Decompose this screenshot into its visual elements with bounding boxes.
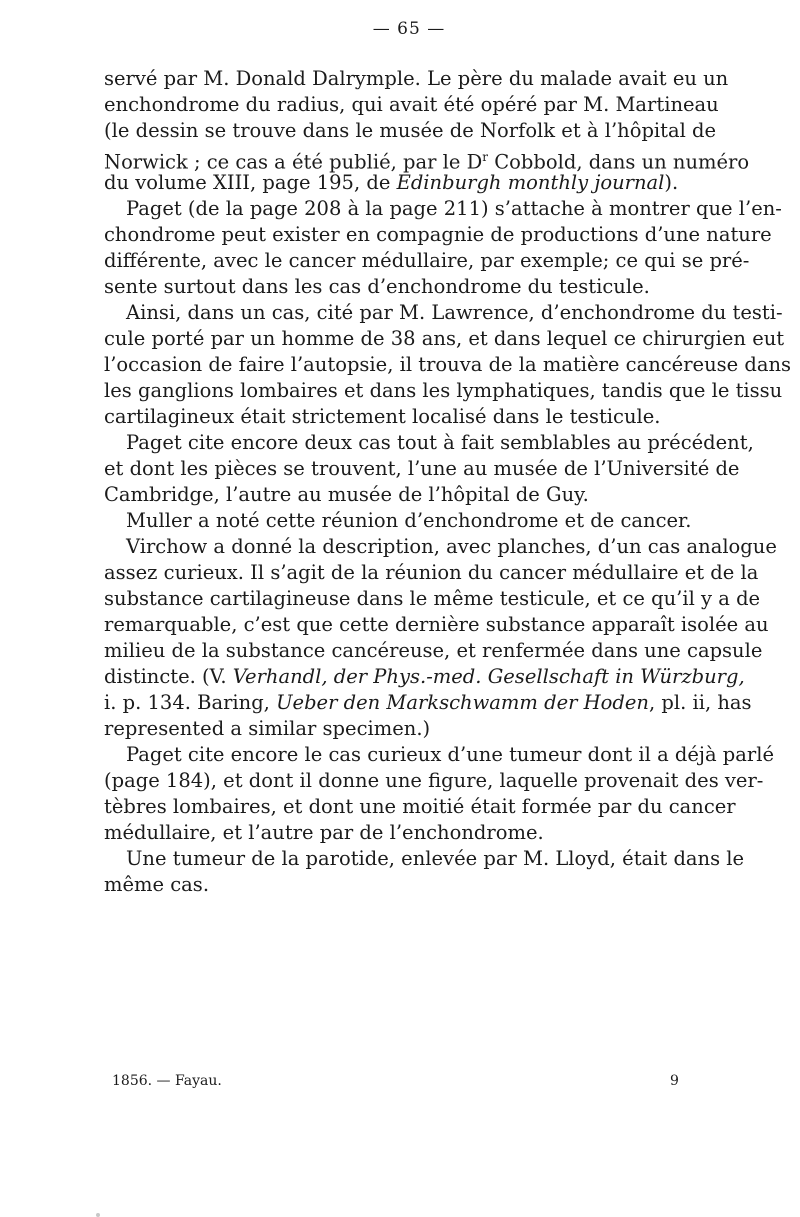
signature-number: 9	[670, 1073, 679, 1089]
text-line: Cambridge, l’autre au musée de l’hôpital de Guy.	[104, 483, 589, 506]
document-page	[104, 0, 792, 1201]
paragraph-start: Ainsi, dans un cas, cité par M. Lawrence, d’enchondrome du testi-	[126, 301, 783, 324]
text-line: (page 184), et dont il donne une figure, laquelle provenait des ver-	[104, 769, 764, 792]
text-line: tèbres lombaires, et dont une moitié était formée par du cancer	[104, 795, 736, 818]
text-line-with-reference	[104, 690, 752, 716]
text-line: enchondrome du radius, qui avait été opéré par M. Martineau	[104, 93, 719, 116]
text-line: remarquable, c’est que cette dernière substance apparaît isolée au	[104, 613, 769, 636]
text-segment: du volume XIII, page 195, de	[104, 171, 397, 194]
paragraph-start: Paget (de la page 208 à la page 211) s’attache à montrer que l’en-	[126, 197, 782, 220]
text-segment: Cobbold, dans un numéro	[488, 150, 750, 174]
text-segment: , pl. ii, has	[648, 691, 752, 714]
text-segment: i. p. 134. Baring,	[104, 691, 277, 714]
paragraph-start: Muller a noté cette réunion d’enchondrome et de cancer.	[126, 509, 692, 532]
text-line-with-title	[104, 170, 678, 196]
text-line: même cas.	[104, 873, 210, 896]
paragraph-start: Une tumeur de la parotide, enlevée par M. Lloyd, était dans le	[126, 847, 745, 870]
text-line: represented a similar specimen.)	[104, 717, 431, 740]
text-line: l’occasion de faire l’autopsie, il trouva de la matière cancéreuse dans	[104, 353, 792, 376]
print-speck	[96, 1213, 100, 1217]
text-line: médullaire, et l’autre par de l’enchondrome.	[104, 821, 544, 844]
text-line: (le dessin se trouve dans le musée de Norfolk et à l’hôpital de	[104, 119, 717, 142]
text-line: sente surtout dans les cas d’enchondrome du testicule.	[104, 275, 650, 298]
text-line: et dont les pièces se trouvent, l’une au musée de l’Université de	[104, 457, 740, 480]
journal-title: Edinburgh monthly journal	[396, 171, 665, 194]
text-segment: Norwick ; ce cas a été publié, par le D	[104, 150, 483, 174]
text-line: différente, avec le cancer médullaire, par exemple; ce qui se pré-	[104, 249, 750, 272]
text-segment: distincte. (V.	[104, 665, 233, 688]
superscript: r	[482, 150, 489, 164]
text-line: les ganglions lombaires et dans les lymphatiques, tandis que le tissu	[104, 379, 783, 402]
page-number: — 65 —	[372, 19, 446, 39]
paragraph-start: Paget cite encore deux cas tout à fait semblables au précédent,	[126, 431, 754, 454]
text-line: chondrome peut exister en compagnie de productions d’une nature	[104, 223, 772, 246]
text-segment: ).	[664, 171, 679, 194]
text-line: servé par M. Donald Dalrymple. Le père du malade avait eu un	[104, 67, 729, 90]
reference-title: Verhandl, der Phys.-med. Gesellschaft in Würzburg,	[232, 665, 745, 688]
paragraph-start: Virchow a donné la description, avec planches, d’un cas analogue	[126, 535, 777, 558]
paragraph-start: Paget cite encore le cas curieux d’une tumeur dont il a déjà parlé	[126, 743, 774, 766]
text-line: cule porté par un homme de 38 ans, et dans lequel ce chirurgien eut	[104, 327, 785, 350]
reference-title: Ueber den Markschwamm der Hoden	[276, 691, 649, 714]
text-line-with-reference	[104, 664, 745, 690]
text-line: assez curieux. Il s’agit de la réunion du cancer médullaire et de la	[104, 561, 759, 584]
text-line: milieu de la substance cancéreuse, et renfermée dans une capsule	[104, 639, 763, 662]
printer-mark: 1856. — Fayau.	[112, 1073, 222, 1089]
text-line-footnote-ref	[104, 144, 750, 174]
text-line: cartilagineux était strictement localisé dans le testicule.	[104, 405, 661, 428]
text-line: substance cartilagineuse dans le même testicule, et ce qu’il y a de	[104, 587, 761, 610]
